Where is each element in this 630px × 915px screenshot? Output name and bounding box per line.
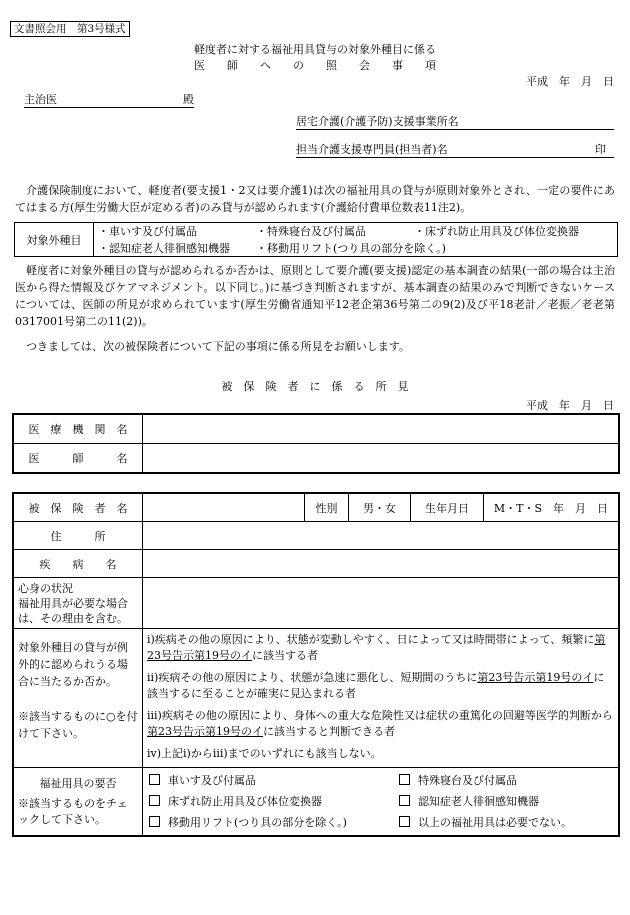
seal-mark: 印 <box>595 143 606 156</box>
checkbox-icon <box>149 795 160 806</box>
patient-table <box>13 493 619 836</box>
excluded-item: ・認知症老人徘徊感知機器 <box>94 240 253 257</box>
exception-note: ※該当するものに○を付けて下さい。 <box>18 710 138 740</box>
patient-name-input[interactable] <box>143 494 305 522</box>
condition-label: 心身の状況 福祉用具が必要な場合は、その理由を含む。 <box>14 578 143 629</box>
equipment-text: 移動用リフト(つり具の部分を除く。) <box>168 816 347 829</box>
manager-label: 担当介護支援専門員(担当者)名 <box>296 143 448 156</box>
exception-text: に該当する者 <box>252 649 318 662</box>
exception-ref: 第23号告示第19号のイ <box>477 671 594 684</box>
intro-paragraph-2: 軽度者に対象外種目の貸与が認められるか否かは、原則として要介護(要支援)認定の基本調査の結果(一部の場合は主治医から得た情報及びケアマネジメント。以下同じ。)に基づき判断されますが、基本調査の結果のみで判断できないケースについては、医師の所見が求められています(厚生労働省通知平12老企第36号第二の9(2)及び平18老計／老振／老老第0317001号第二の11(2))。 <box>15 264 615 328</box>
excluded-item: ・特殊寝台及び付属品 <box>252 223 410 240</box>
exception-options <box>143 629 619 768</box>
exception-option[interactable] <box>147 632 614 670</box>
institution-label: 医 療 機 関 名 <box>14 415 143 444</box>
excluded-item: ・移動用リフト(つり具の部分を除く。) <box>252 240 618 257</box>
exception-text: に該当すると判断できる者 <box>263 725 395 738</box>
condition-input[interactable] <box>143 578 619 629</box>
exception-option[interactable] <box>147 670 614 708</box>
request-date: 平成 年 月 日 <box>526 75 614 88</box>
equipment-checkbox[interactable] <box>149 791 399 812</box>
disease-label: 疾 病 名 <box>14 550 143 578</box>
title-line-1: 軽度者に対する福祉用具貸与の対象外種目に係る <box>194 43 436 56</box>
exception-option[interactable] <box>147 746 614 764</box>
excluded-items-table <box>14 222 618 257</box>
sex-value[interactable]: 男・女 <box>349 494 411 522</box>
checkbox-icon <box>399 795 410 806</box>
exception-ref: 第23号告示第19号のイ <box>147 725 263 738</box>
intro-paragraph-1: 介護保険制度において、軽度者(要支援1・2又は要介護1)は次の福祉用具の貸与が原則対象外とされ、一定の要件にあてはまる方(厚生労働大臣が定める者)のみ貸与が認められます(介護給付費単位数表11注2)。 <box>15 184 615 214</box>
doctor-honorific: 殿 <box>183 93 194 106</box>
dob-label: 生年月日 <box>411 494 484 522</box>
disease-input[interactable] <box>143 550 619 578</box>
institution-input[interactable] <box>143 415 619 444</box>
exception-text: iv)上記i)からiii)までのいずれにも該当しない。 <box>147 747 382 760</box>
equipment-checkbox[interactable] <box>399 812 572 833</box>
checkbox-icon <box>399 816 410 827</box>
title-line-2: 医 師 へ の 照 会 事 項 <box>194 59 436 72</box>
opinion-date: 平成 年 月 日 <box>526 399 614 412</box>
manager-field[interactable] <box>296 141 614 158</box>
form-number: 文書照会用 第3号様式 <box>10 21 130 37</box>
dob-value[interactable]: M・T・S 年 月 日 <box>484 494 619 522</box>
equipment-text: 特殊寝台及び付属品 <box>418 774 517 787</box>
doctor-addressee <box>24 91 194 108</box>
physician-table <box>13 414 619 473</box>
equipment-label: 福祉用具の要否 <box>39 776 117 790</box>
checkbox-icon <box>399 774 410 785</box>
address-label: 住 所 <box>14 522 143 550</box>
exception-text: に該当するに至ることが確実に見込まれる者 <box>147 671 605 700</box>
patient-name-label: 被 保 険 者 名 <box>14 494 143 522</box>
excluded-item: ・床ずれ防止用具及び体位変換器 <box>410 223 618 240</box>
exception-text: i)疾病その他の原因により、状態が変動しやすく、日によって又は時間帯によって、頻繁に <box>147 633 595 646</box>
excluded-items-label: 対象外種目 <box>15 223 94 257</box>
equipment-checkbox[interactable] <box>149 812 399 833</box>
doctor-label: 主治医 <box>24 93 57 106</box>
office-field[interactable] <box>296 113 614 130</box>
equipment-options <box>143 768 619 836</box>
exception-ref: 第23号告示第19号のイ <box>147 633 606 662</box>
sex-label: 性別 <box>305 494 349 522</box>
equipment-note: ※該当するものをチェックして下さい。 <box>18 796 128 826</box>
equipment-checkbox[interactable] <box>149 770 399 791</box>
equipment-checkbox[interactable] <box>399 791 539 812</box>
checkbox-icon <box>149 816 160 827</box>
address-input[interactable] <box>143 522 619 550</box>
equipment-label-cell <box>14 768 143 836</box>
opinion-title: 被 保 険 者 に 係 る 所 見 <box>221 380 409 393</box>
exception-text: iii)疾病その他の原因により、身体への重大な危険性又は症状の重篤化の回避等医学的判断から <box>147 709 613 722</box>
exception-text: ii)疾病その他の原因により、状態が急速に悪化し、短期間のうちに <box>147 671 478 684</box>
excluded-item: ・車いす及び付属品 <box>94 223 253 240</box>
equipment-text: 認知症老人徘徊感知機器 <box>418 795 539 808</box>
exception-option[interactable] <box>147 708 614 746</box>
equipment-text: 床ずれ防止用具及び体位変換器 <box>168 795 322 808</box>
checkbox-icon <box>149 774 160 785</box>
physician-name-label: 医 師 名 <box>14 444 143 473</box>
equipment-text: 以上の福祉用具は必要でない。 <box>418 816 572 829</box>
equipment-checkbox[interactable] <box>399 770 517 791</box>
physician-name-input[interactable] <box>143 444 619 473</box>
exception-label-cell <box>14 629 143 768</box>
equipment-text: 車いす及び付属品 <box>168 774 256 787</box>
intro-paragraph-3: つきましては、次の被保険者について下記の事項に係る所見をお願いします。 <box>26 340 410 353</box>
exception-label: 対象外種目の貸与が例外的に認められうる場合に当たるか否か。 <box>18 641 128 688</box>
office-label: 居宅介護(介護予防)支援事業所名 <box>296 115 459 128</box>
